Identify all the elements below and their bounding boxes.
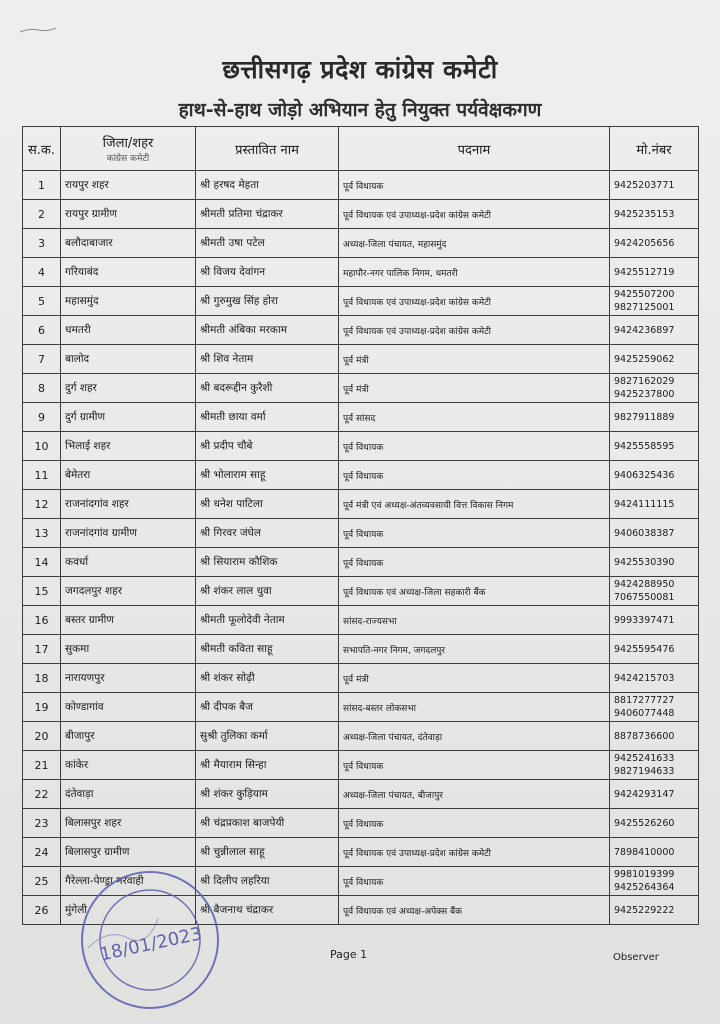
header-district-sub: कांग्रेस कमेटी	[106, 154, 150, 164]
header-mobile: मो.नंबर	[610, 127, 699, 171]
row-sn: 5	[23, 287, 61, 316]
row-name: श्री चंद्रप्रकाश बाजपेयी	[196, 809, 339, 838]
row-designation: पूर्व विधायक	[339, 461, 610, 490]
header-district	[61, 127, 196, 171]
row-name: श्री गिरवर जंघेल	[196, 519, 339, 548]
table-row	[23, 606, 699, 635]
row-mobile: 9425235153	[610, 200, 699, 229]
table-row	[23, 693, 699, 722]
row-district: भिलाई शहर	[61, 432, 196, 461]
row-district: गरियाबंद	[61, 258, 196, 287]
row-mobile: 9425526260	[610, 809, 699, 838]
row-mobile: 9425241633 9827194633	[610, 751, 699, 780]
row-district: महासमुंद	[61, 287, 196, 316]
table-row	[23, 838, 699, 867]
row-sn: 22	[23, 780, 61, 809]
row-sn: 11	[23, 461, 61, 490]
page-number: Page 1	[330, 948, 368, 961]
row-designation: पूर्व विधायक एवं उपाध्यक्ष-प्रदेश कांग्रेस कमेटी	[339, 838, 610, 867]
header-district-label: जिला/शहर	[102, 136, 154, 151]
row-name: श्री दिलीप लहरिया	[196, 867, 339, 896]
row-designation: पूर्व विधायक एवं उपाध्यक्ष-प्रदेश कांग्रेस कमेटी	[339, 200, 610, 229]
stamp-date: 18/01/2023	[98, 923, 204, 966]
row-district: बीजापुर	[61, 722, 196, 751]
row-sn: 24	[23, 838, 61, 867]
row-district: धमतरी	[61, 316, 196, 345]
row-designation: महापौर-नगर पालिक निगम, धमतरी	[339, 258, 610, 287]
row-designation: पूर्व विधायक एवं उपाध्यक्ष-प्रदेश कांग्रेस कमेटी	[339, 287, 610, 316]
row-designation: पूर्व विधायक	[339, 751, 610, 780]
row-district: जगदलपुर शहर	[61, 577, 196, 606]
row-district: बस्तर ग्रामीण	[61, 606, 196, 635]
table-row	[23, 229, 699, 258]
row-sn: 21	[23, 751, 61, 780]
row-mobile: 9981019399 9425264364	[610, 867, 699, 896]
row-name: श्री शंकर सोढ़ी	[196, 664, 339, 693]
row-designation: पूर्व सांसद	[339, 403, 610, 432]
row-designation: पूर्व मंत्री	[339, 374, 610, 403]
row-name: श्री बदरूद्दीन कुरैशी	[196, 374, 339, 403]
row-district: दुर्ग ग्रामीण	[61, 403, 196, 432]
row-district: दंतेवाड़ा	[61, 780, 196, 809]
row-sn: 23	[23, 809, 61, 838]
row-mobile: 9425595476	[610, 635, 699, 664]
row-sn: 17	[23, 635, 61, 664]
row-sn: 9	[23, 403, 61, 432]
header-name: प्रस्तावित नाम	[196, 127, 339, 171]
row-designation: पूर्व विधायक एवं उपाध्यक्ष-प्रदेश कांग्रेस कमेटी	[339, 316, 610, 345]
row-sn: 18	[23, 664, 61, 693]
table-row	[23, 316, 699, 345]
row-designation: पूर्व विधायक	[339, 809, 610, 838]
table-row	[23, 374, 699, 403]
row-name: श्री धनेश पाटिला	[196, 490, 339, 519]
row-mobile: 9425558595	[610, 432, 699, 461]
table-row	[23, 635, 699, 664]
row-district: बिलासपुर शहर	[61, 809, 196, 838]
table-row	[23, 751, 699, 780]
row-designation: अध्यक्ष-जिला पंचायत, बीजापुर	[339, 780, 610, 809]
row-sn: 7	[23, 345, 61, 374]
row-mobile: 8817277727 9406077448	[610, 693, 699, 722]
row-sn: 3	[23, 229, 61, 258]
row-district: कवर्धा	[61, 548, 196, 577]
row-designation: पूर्व विधायक	[339, 432, 610, 461]
document-title: छत्तीसगढ़ प्रदेश कांग्रेस कमेटी	[222, 55, 498, 84]
table-header-row	[23, 127, 699, 171]
table-row	[23, 664, 699, 693]
row-designation: अध्यक्ष-जिला पंचायत, दंतेवाड़ा	[339, 722, 610, 751]
table-row	[23, 548, 699, 577]
table-row	[23, 519, 699, 548]
row-district: कांकेर	[61, 751, 196, 780]
row-mobile: 9406038387	[610, 519, 699, 548]
row-district: रायपुर शहर	[61, 171, 196, 200]
row-name: श्रीमती कविता साहू	[196, 635, 339, 664]
row-name: श्री शिव नेताम	[196, 345, 339, 374]
table-row	[23, 577, 699, 606]
table-row	[23, 171, 699, 200]
table-row	[23, 490, 699, 519]
table-row	[23, 403, 699, 432]
row-designation: पूर्व विधायक	[339, 171, 610, 200]
row-name: श्री प्रदीप चौबे	[196, 432, 339, 461]
row-name: श्री शंकर कुड़ियाम	[196, 780, 339, 809]
row-designation: पूर्व मंत्री	[339, 345, 610, 374]
row-district: बालोद	[61, 345, 196, 374]
row-name: श्री गुरुमुख सिंह होरा	[196, 287, 339, 316]
row-district: बलौदाबाजार	[61, 229, 196, 258]
row-name: श्री सियाराम कौशिक	[196, 548, 339, 577]
row-sn: 15	[23, 577, 61, 606]
row-mobile: 7898410000	[610, 838, 699, 867]
row-name: सुश्री तुलिका कर्मा	[196, 722, 339, 751]
row-mobile: 9425229222	[610, 896, 699, 925]
row-name: श्री भोलाराम साहू	[196, 461, 339, 490]
row-district: सुकमा	[61, 635, 196, 664]
row-name: श्री मैयाराम सिन्हा	[196, 751, 339, 780]
table-row	[23, 432, 699, 461]
row-name: श्री बैजनाथ चंद्राकर	[196, 896, 339, 925]
row-mobile: 9425259062	[610, 345, 699, 374]
row-mobile: 8878736600	[610, 722, 699, 751]
table-row	[23, 345, 699, 374]
row-sn: 16	[23, 606, 61, 635]
row-sn: 1	[23, 171, 61, 200]
row-mobile: 9827911889	[610, 403, 699, 432]
row-sn: 20	[23, 722, 61, 751]
row-mobile: 9425507200 9827125001	[610, 287, 699, 316]
table-row	[23, 200, 699, 229]
row-mobile: 9424236897	[610, 316, 699, 345]
document-subtitle: हाथ-से-हाथ जोड़ो अभियान हेतु नियुक्त पर्यवेक्षकगण	[178, 99, 542, 121]
row-designation: पूर्व विधायक	[339, 519, 610, 548]
row-mobile: 9424293147	[610, 780, 699, 809]
row-sn: 19	[23, 693, 61, 722]
table-row	[23, 722, 699, 751]
row-mobile: 9425512719	[610, 258, 699, 287]
row-name: श्रीमती उषा पटेल	[196, 229, 339, 258]
row-name: श्रीमती छाया वर्मा	[196, 403, 339, 432]
row-sn: 8	[23, 374, 61, 403]
row-district: कोण्डागांव	[61, 693, 196, 722]
row-sn: 25	[23, 867, 61, 896]
row-name: श्री विजय देवांगन	[196, 258, 339, 287]
observer-label: Observer	[613, 952, 659, 963]
row-sn: 10	[23, 432, 61, 461]
row-name: श्री शंकर लाल धुवा	[196, 577, 339, 606]
row-name: श्रीमती प्रतिमा चंद्राकर	[196, 200, 339, 229]
row-mobile: 9406325436	[610, 461, 699, 490]
row-district: गैरेल्ला-पेण्ड्रा मरवाही	[61, 867, 196, 896]
row-sn: 12	[23, 490, 61, 519]
row-district: मुंगेली	[61, 896, 196, 925]
row-mobile: 9425530390	[610, 548, 699, 577]
row-district: रायपुर ग्रामीण	[61, 200, 196, 229]
row-designation: सांसद-बस्तर लोकसभा	[339, 693, 610, 722]
row-designation: पूर्व मंत्री एवं अध्यक्ष-अंतव्यवसायी वित्त विकास निगम	[339, 490, 610, 519]
row-designation: सांसद-राज्यसभा	[339, 606, 610, 635]
row-name: श्री चुन्नीलाल साहू	[196, 838, 339, 867]
row-designation: सभापति-नगर निगम, जगदलपुर	[339, 635, 610, 664]
row-designation: पूर्व विधायक	[339, 548, 610, 577]
row-mobile: 9424288950 7067550081	[610, 577, 699, 606]
table-row	[23, 809, 699, 838]
row-mobile: 9827162029 9425237800	[610, 374, 699, 403]
table-row	[23, 461, 699, 490]
row-name: श्री हरषद मेहता	[196, 171, 339, 200]
row-name: श्रीमती अंबिका मरकाम	[196, 316, 339, 345]
table-row	[23, 258, 699, 287]
row-sn: 2	[23, 200, 61, 229]
row-district: राजनांदगांव ग्रामीण	[61, 519, 196, 548]
seal-stamp	[78, 868, 222, 1012]
row-sn: 26	[23, 896, 61, 925]
row-sn: 13	[23, 519, 61, 548]
row-mobile: 9424111115	[610, 490, 699, 519]
row-sn: 14	[23, 548, 61, 577]
header-designation: पदनाम	[339, 127, 610, 171]
header-sn: स.क.	[23, 127, 61, 171]
table-row	[23, 780, 699, 809]
row-mobile: 9424215703	[610, 664, 699, 693]
row-sn: 6	[23, 316, 61, 345]
row-district: नारायणपुर	[61, 664, 196, 693]
row-district: बेमेतरा	[61, 461, 196, 490]
row-designation: पूर्व विधायक एवं अध्यक्ष-जिला सहकारी बैंक	[339, 577, 610, 606]
table-row	[23, 287, 699, 316]
row-district: राजनांदगांव शहर	[61, 490, 196, 519]
row-sn: 4	[23, 258, 61, 287]
row-district: दुर्ग शहर	[61, 374, 196, 403]
row-mobile: 9425203771	[610, 171, 699, 200]
row-district: बिलासपुर ग्रामीण	[61, 838, 196, 867]
row-name: श्रीमती फूलोदेवी नेताम	[196, 606, 339, 635]
row-designation: पूर्व मंत्री	[339, 664, 610, 693]
row-designation: पूर्व विधायक	[339, 867, 610, 896]
observers-table	[22, 126, 699, 925]
row-mobile: 9993397471	[610, 606, 699, 635]
row-designation: पूर्व विधायक एवं अध्यक्ष-अपेक्स बैंक	[339, 896, 610, 925]
pen-mark	[18, 26, 58, 34]
row-name: श्री दीपक बैज	[196, 693, 339, 722]
row-mobile: 9424205656	[610, 229, 699, 258]
row-designation: अध्यक्ष-जिला पंचायत, महासमुंद	[339, 229, 610, 258]
